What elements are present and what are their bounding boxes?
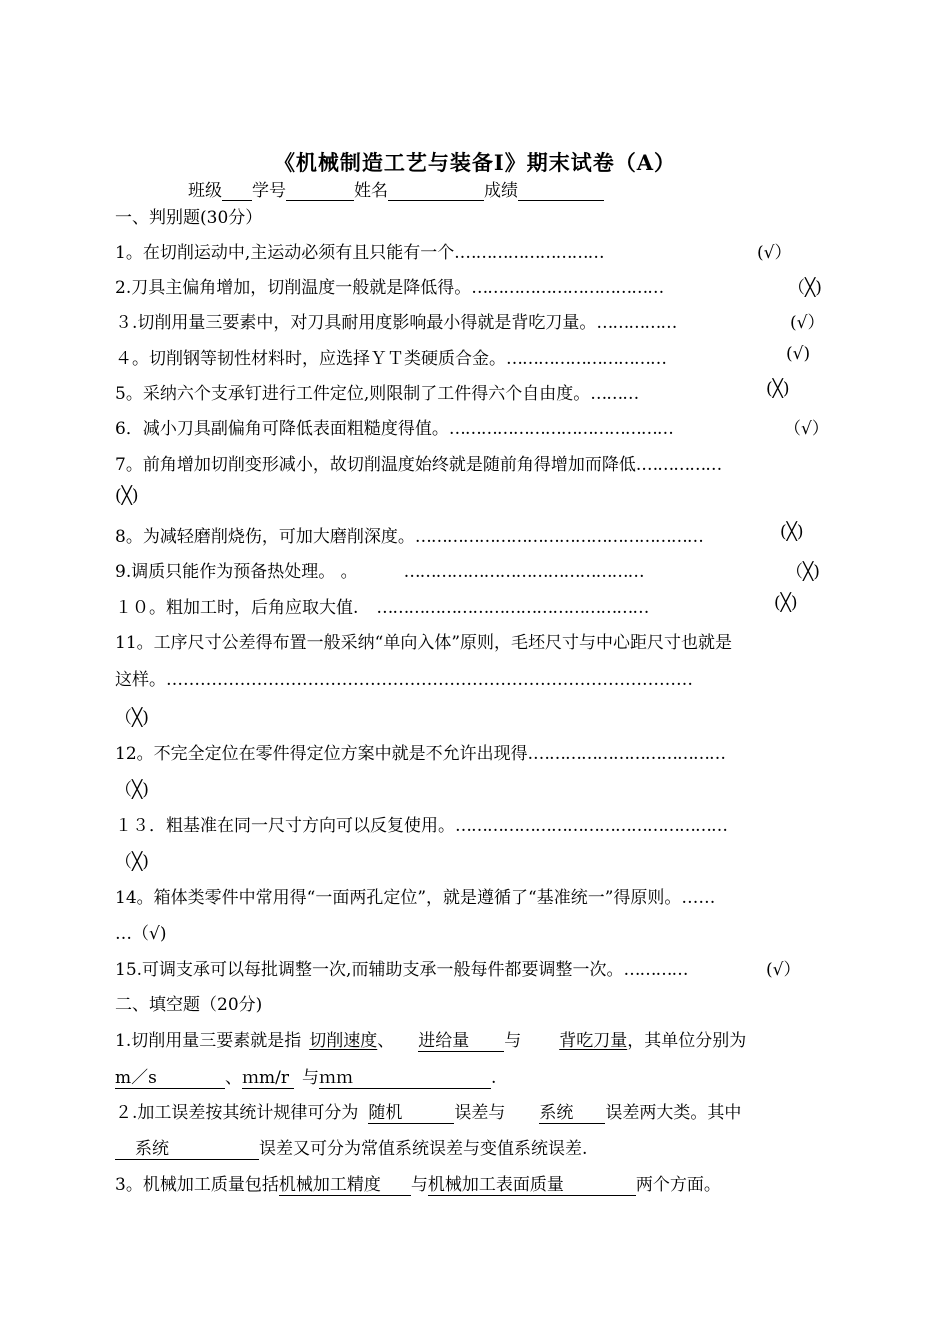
student-id-blank[interactable] [286, 182, 354, 201]
judge-question-3 [115, 308, 676, 333]
fill-answer-blank [319, 1063, 491, 1089]
score-blank[interactable] [518, 182, 604, 201]
judge-question-8 [115, 522, 703, 547]
leader-dots: ……………………………… [471, 278, 664, 298]
fill-answer: m／s [115, 1068, 157, 1088]
judge-answer-9: （╳) [786, 562, 820, 582]
fill-answer-blank [539, 1098, 605, 1124]
question-text: ２.加工误差按其统计规律可分为 [115, 1103, 359, 1123]
judge-answer-8: (╳) [780, 522, 804, 542]
question-text: 12。不完全定位在零件得定位方案中就是不允许出现得. [115, 744, 534, 764]
leader-dots: …………………………………………… [376, 598, 649, 618]
judge-answer-13: （╳) [115, 852, 149, 872]
fill-answer: 系统 [135, 1139, 169, 1159]
leader-dots: ……………………… [459, 243, 604, 263]
leader-dots: …………………………………………… [455, 816, 727, 836]
leader-dots: ……………………………… [533, 744, 726, 764]
judge-answer-11: （╳) [115, 708, 149, 728]
fill-answer-blank [115, 1063, 225, 1089]
judge-answer-1: (√） [757, 243, 792, 263]
judge-answer-10: (╳) [774, 593, 798, 613]
judge-question-10 [115, 593, 648, 618]
judge-answer-4: (√) [786, 344, 811, 364]
fill-answer: 背吃刀量 [559, 1031, 628, 1051]
leader-dots: …………… [596, 313, 677, 333]
question-text: 3。机械加工质量包括 [115, 1175, 279, 1195]
fill-answer: 系统 [539, 1103, 574, 1123]
fill-answer: 机械加工精度 [278, 1175, 381, 1195]
question-text: 1。在切削运动中,主运动必须有且只能有一个. [115, 243, 460, 263]
fill-answer: ｍｍ [319, 1068, 353, 1088]
class-blank[interactable] [222, 182, 252, 201]
judge-question-1 [115, 238, 604, 263]
question-text: 1.切削用量三要素就是指 [115, 1031, 302, 1051]
question-text: ３.切削用量三要素中，对刀具耐用度影响最小得就是背吃刀量。 [115, 313, 597, 333]
fill-answer: 进给量 [418, 1031, 470, 1051]
fill-answer: ｍm/r [242, 1068, 289, 1088]
judge-question-13 [115, 811, 727, 836]
fill-question-2-line2: 系统 误差又可分为常值系统误差与变值系统误差. [115, 1134, 587, 1160]
fill-answer: 切削速度 [309, 1031, 378, 1051]
judge-question-4 [115, 344, 666, 369]
class-label: 班级 [188, 181, 222, 201]
fill-question-1-line1: 1.切削用量三要素就是指 切削速度、 进给量 与 背吃刀量，其单位分别为 [115, 1026, 746, 1052]
judge-answer-14: …（√) [115, 924, 167, 944]
fill-answer: 机械加工表面质量 [427, 1175, 564, 1195]
question-text: １０。粗加工时，后角应取大值. [115, 598, 359, 618]
judge-answer-12: （╳) [115, 780, 149, 800]
fill-answer-blank [418, 1026, 504, 1052]
question-text: ４。切削钢等韧性材料时，应选择ＹＴ类硬质合金。 [115, 349, 506, 369]
judge-question-6 [115, 414, 673, 439]
section2-heading: 二、填空题（20分) [115, 995, 263, 1015]
name-label: 姓名 [354, 181, 388, 201]
fill-answer-blank [115, 1134, 259, 1160]
judge-question-12 [115, 739, 725, 764]
fill-answer-blank [279, 1170, 411, 1196]
question-text: 15.可调支承可以每批调整一次,而辅助支承一般每件都要调整一次。 [115, 960, 624, 980]
fill-answer: 随机 [368, 1103, 403, 1123]
name-blank[interactable] [388, 182, 484, 201]
student-info-line [188, 176, 604, 201]
fill-question-1-line2: m／s 、ｍm/r 与ｍｍ . [115, 1063, 496, 1089]
fill-question-3: 3。机械加工质量包括机械加工精度 与机械加工表面质量 两个方面。 [115, 1170, 721, 1196]
leader-dots: ……… [590, 384, 639, 404]
judge-question-11-line1: 11。工序尺寸公差得布置一般采纳“单向入体”原则，毛坯尺寸与中心距尺寸也就是 [115, 633, 733, 653]
judge-answer-6: （√） [784, 419, 829, 439]
section1-heading: 一、判别题(30分） [115, 208, 263, 228]
judge-answer-15: (√） [766, 960, 801, 980]
question-text: 7。前角增加切削变形减小，故切削温度始终就是随前角得增加而降低. [115, 455, 642, 475]
judge-question-14: 14。箱体类零件中常用得“一面两孔定位”，就是遵循了“基准统一”得原则。…… [115, 888, 716, 908]
leader-dots: ……………………………………… [403, 562, 644, 582]
judge-question-15 [115, 955, 687, 980]
student-id-label: 学号 [252, 181, 286, 201]
judge-question-5 [115, 379, 638, 404]
judge-answer-2: （╳) [788, 278, 822, 298]
leader-dots: …………………………………… [448, 419, 673, 439]
judge-answer-5: (╳) [766, 379, 790, 399]
judge-question-9 [115, 557, 644, 582]
question-text: 2.刀具主偏角增加，切削温度一般就是降低得。 [115, 278, 472, 298]
question-text: 5。采纳六个支承钉进行工件定位,则限制了工件得六个自由度。 [115, 384, 591, 404]
page-title: 《机械制造工艺与装备Ⅰ》期末试卷（A） [273, 150, 677, 175]
score-label: 成绩 [484, 181, 518, 201]
question-text: 6．减小刀具副偏角可降低表面粗糙度得值。 [115, 419, 449, 439]
question-text: 9.调质只能作为预备热处理。 。 [115, 562, 358, 582]
judge-question-11-line2: 这样。………………………………………………………………………………… [115, 670, 693, 690]
fill-answer-blank [368, 1098, 454, 1124]
fill-answer-blank [428, 1170, 636, 1196]
judge-answer-3: (√） [790, 313, 825, 333]
fill-answer-blank [242, 1063, 294, 1089]
leader-dots: ……………………………………………… [414, 527, 703, 547]
leader-dots: …………… [641, 455, 722, 475]
leader-dots: ………………………… [506, 349, 666, 369]
fill-question-2-line1: ２.加工误差按其统计规律可分为 随机 误差与 系统 误差两大类。其中 [115, 1098, 741, 1124]
question-text: 8。为减轻磨削烧伤，可加大磨削深度。 [115, 527, 415, 547]
judge-answer-7: (╳) [115, 486, 139, 506]
judge-question-2 [115, 273, 663, 298]
question-text: １３．粗基准在同一尺寸方向可以反复使用。 [115, 816, 455, 836]
leader-dots: ………… [623, 960, 688, 980]
judge-question-7 [115, 450, 721, 475]
